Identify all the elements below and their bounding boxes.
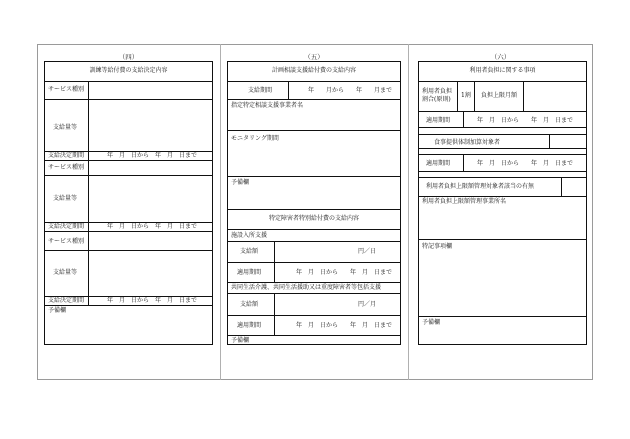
facility-amount-unit: 円／日 bbox=[358, 248, 377, 255]
service-type-label-2: サービス種別 bbox=[48, 164, 85, 171]
panel-4 bbox=[37, 0, 220, 380]
amount-label-1: 支給量等 bbox=[53, 124, 78, 131]
period-label-2: 支給決定期間 bbox=[48, 223, 85, 230]
panel-6-table bbox=[418, 61, 587, 345]
panel-5 bbox=[220, 0, 408, 380]
service-type-label-1: サービス種別 bbox=[48, 86, 85, 93]
period-value-2: 年 月 日から 年 月 日まで bbox=[107, 223, 198, 230]
meal-apply-value: 年 月 日から 年 月 日まで bbox=[477, 160, 574, 167]
remarks-label: 特記事項欄 bbox=[422, 243, 453, 250]
panel-5-header: 計画相談支援給付費の支給内容 bbox=[271, 67, 356, 74]
burden-label-line2: 割合(原則) bbox=[422, 96, 451, 103]
panel-4-notes-label: 予備欄 bbox=[48, 307, 67, 314]
group-home-apply-label: 適用期間 bbox=[237, 322, 262, 329]
facility-apply-value: 年 月 日から 年 月 日まで bbox=[296, 269, 393, 276]
panel-6-header: 利用者負担に関する事項 bbox=[469, 67, 536, 74]
cap-management-label: 利用者負担上限額管理対象者該当の有無 bbox=[426, 183, 535, 190]
group-home-amount-unit: 円／月 bbox=[358, 301, 377, 308]
meal-apply-label: 適用期間 bbox=[426, 160, 451, 167]
group-home-apply-value: 年 月 日から 年 月 日まで bbox=[296, 322, 393, 329]
panel-6-label: （六） bbox=[490, 53, 511, 61]
cap-label: 負担上限月額 bbox=[481, 92, 518, 99]
service-type-label-3: サービス種別 bbox=[48, 238, 85, 245]
facility-label: 施設入所支援 bbox=[231, 232, 268, 239]
burden-ratio-value: 1割 bbox=[461, 92, 471, 99]
panel-5-notes2-label: 予備欄 bbox=[231, 337, 250, 344]
period-value-1: 年 月 日から 年 月 日まで bbox=[107, 152, 198, 159]
panel-4-label: （四） bbox=[118, 53, 139, 61]
support-period-label: 支給期間 bbox=[248, 87, 273, 94]
support-period-value: 年 月から 年 月まで bbox=[308, 87, 393, 94]
monitoring-label: モニタリング期間 bbox=[231, 135, 279, 142]
panel-6 bbox=[408, 0, 593, 380]
group-home-header: 共同生活介護、共同生活援助又は重度障害者等包括支援 bbox=[231, 284, 382, 291]
period-label-3: 支給決定期間 bbox=[48, 297, 85, 304]
facility-amount-label: 支給額 bbox=[240, 248, 259, 255]
burden-label-line1: 利用者負担 bbox=[422, 88, 453, 95]
panel-6-notes-label: 予備欄 bbox=[422, 319, 441, 326]
period-value-3: 年 月 日から 年 月 日まで bbox=[107, 297, 198, 304]
amount-label-3: 支給量等 bbox=[53, 269, 78, 276]
panel-5-notes-label: 予備欄 bbox=[231, 179, 250, 186]
panel-5-label: （五） bbox=[304, 53, 324, 61]
meal-label: 食事提供体制加算対象者 bbox=[434, 139, 501, 146]
cap-management-provider-label: 利用者負担上限額管理事業所名 bbox=[422, 198, 507, 205]
amount-label-2: 支給量等 bbox=[53, 195, 78, 202]
burden-apply-label: 適用期間 bbox=[426, 117, 451, 124]
panel-4-table bbox=[44, 61, 213, 345]
burden-apply-value: 年 月 日から 年 月 日まで bbox=[477, 117, 574, 124]
facility-apply-label: 適用期間 bbox=[237, 269, 262, 276]
panel-4-header: 訓練等給付費の支給決定内容 bbox=[89, 67, 168, 74]
panel-5-table bbox=[227, 61, 401, 345]
period-label-1: 支給決定期間 bbox=[48, 152, 85, 159]
provider-label: 指定特定相談支援事業者名 bbox=[231, 102, 304, 109]
group-home-amount-label: 支給額 bbox=[240, 301, 259, 308]
special-benefit-header: 特定障害者特別給付費の支給内容 bbox=[268, 215, 359, 222]
